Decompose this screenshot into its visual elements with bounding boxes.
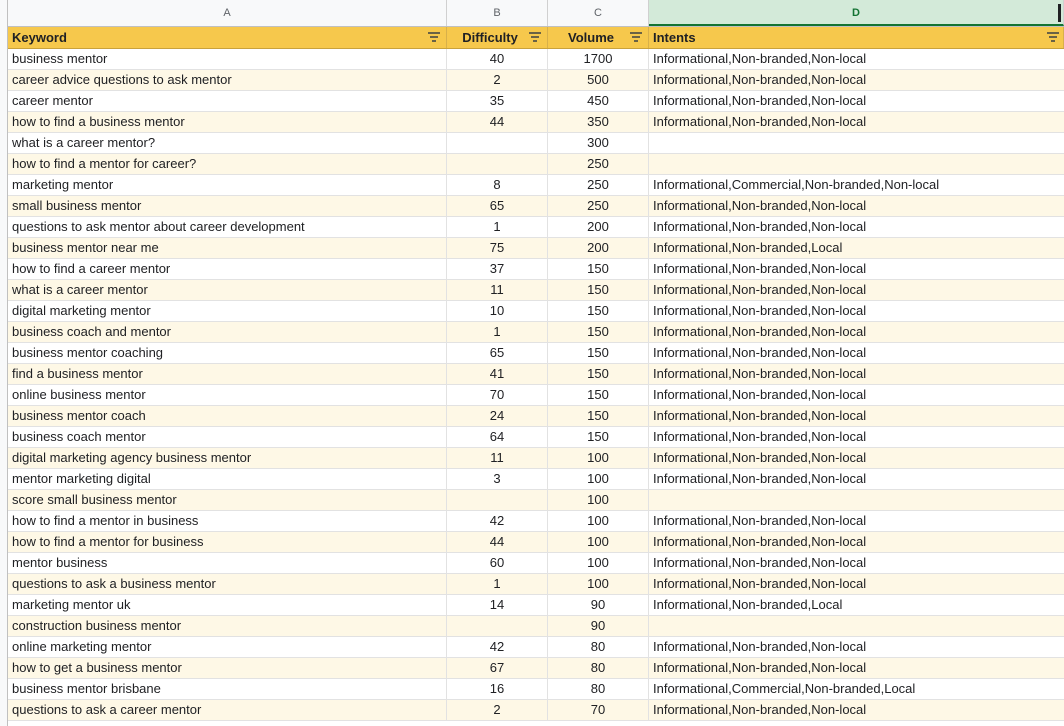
difficulty-cell[interactable]: 35 bbox=[447, 91, 548, 111]
volume-cell[interactable]: 100 bbox=[548, 469, 649, 489]
difficulty-cell[interactable]: 8 bbox=[447, 175, 548, 195]
difficulty-cell[interactable]: 65 bbox=[447, 343, 548, 363]
table-row bbox=[0, 469, 1064, 490]
table-row bbox=[0, 700, 1064, 721]
column-resize-handle[interactable] bbox=[1058, 4, 1061, 22]
volume-cell[interactable]: 100 bbox=[548, 490, 649, 510]
volume-cell[interactable]: 150 bbox=[548, 385, 649, 405]
volume-cell[interactable]: 250 bbox=[548, 196, 649, 216]
volume-cell[interactable]: 80 bbox=[548, 679, 649, 699]
keyword-cell[interactable]: questions to ask a business mentor bbox=[8, 574, 447, 594]
intents-cell[interactable]: Informational,Commercial,Non-branded,Local bbox=[653, 681, 916, 696]
intents-cell[interactable]: Informational,Non-branded,Non-local bbox=[653, 345, 867, 360]
keyword-cell[interactable]: digital marketing agency business mentor bbox=[8, 448, 447, 468]
intents-cell[interactable] bbox=[649, 490, 1064, 510]
difficulty-cell[interactable]: 44 bbox=[447, 112, 548, 132]
column-letter-d: D bbox=[852, 7, 860, 19]
keyword-cell[interactable]: marketing mentor uk bbox=[8, 595, 447, 615]
table-row bbox=[0, 175, 1064, 196]
table-row bbox=[0, 217, 1064, 238]
intents-cell[interactable]: Informational,Commercial,Non-branded,Non-local bbox=[653, 177, 940, 192]
column-header-bar bbox=[0, 0, 1064, 27]
table-row bbox=[0, 322, 1064, 343]
difficulty-cell[interactable] bbox=[447, 616, 548, 636]
table-row bbox=[0, 112, 1064, 133]
volume-cell[interactable]: 150 bbox=[548, 322, 649, 342]
volume-cell[interactable]: 150 bbox=[548, 364, 649, 384]
intents-cell[interactable]: Informational,Non-branded,Local bbox=[653, 597, 843, 612]
difficulty-cell[interactable]: 44 bbox=[447, 532, 548, 552]
keyword-cell[interactable]: career mentor bbox=[8, 91, 447, 111]
difficulty-cell[interactable]: 11 bbox=[447, 448, 548, 468]
volume-cell[interactable]: 70 bbox=[548, 700, 649, 720]
intents-cell[interactable]: Informational,Non-branded,Non-local bbox=[653, 702, 867, 717]
table-row bbox=[0, 259, 1064, 280]
table-row bbox=[0, 238, 1064, 259]
table-row bbox=[0, 490, 1064, 511]
intents-cell[interactable]: Informational,Non-branded,Non-local bbox=[653, 429, 867, 444]
filter-icon[interactable] bbox=[1047, 32, 1059, 42]
volume-cell[interactable]: 100 bbox=[548, 448, 649, 468]
data-rows bbox=[0, 49, 1064, 721]
intents-cell[interactable]: Informational,Non-branded,Non-local bbox=[653, 471, 867, 486]
header-intents[interactable] bbox=[649, 27, 1064, 48]
volume-cell[interactable]: 150 bbox=[548, 259, 649, 279]
keyword-cell[interactable]: questions to ask a career mentor bbox=[8, 700, 447, 720]
table-row bbox=[0, 427, 1064, 448]
volume-cell[interactable]: 80 bbox=[548, 637, 649, 657]
difficulty-cell[interactable]: 3 bbox=[447, 469, 548, 489]
volume-cell[interactable]: 150 bbox=[548, 343, 649, 363]
difficulty-cell[interactable] bbox=[447, 154, 548, 174]
table-row bbox=[0, 574, 1064, 595]
volume-cell[interactable]: 500 bbox=[548, 70, 649, 90]
header-difficulty[interactable] bbox=[447, 27, 548, 48]
intents-cell[interactable]: Informational,Non-branded,Non-local bbox=[653, 198, 867, 213]
keyword-cell[interactable]: business coach mentor bbox=[8, 427, 447, 447]
keyword-cell[interactable]: digital marketing mentor bbox=[8, 301, 447, 321]
keyword-cell[interactable]: how to find a business mentor bbox=[8, 112, 447, 132]
table-row bbox=[0, 70, 1064, 91]
keyword-cell[interactable]: mentor marketing digital bbox=[8, 469, 447, 489]
keyword-cell[interactable]: marketing mentor bbox=[8, 175, 447, 195]
table-row bbox=[0, 154, 1064, 175]
keyword-cell[interactable]: business mentor near me bbox=[8, 238, 447, 258]
keyword-cell[interactable]: mentor business bbox=[8, 553, 447, 573]
difficulty-cell[interactable]: 70 bbox=[447, 385, 548, 405]
volume-cell[interactable]: 150 bbox=[548, 406, 649, 426]
intents-cell[interactable] bbox=[649, 616, 1064, 636]
table-row bbox=[0, 91, 1064, 112]
intents-cell[interactable] bbox=[649, 154, 1064, 174]
table-row bbox=[0, 448, 1064, 469]
difficulty-cell[interactable]: 2 bbox=[447, 70, 548, 90]
intents-cell[interactable]: Informational,Non-branded,Non-local bbox=[653, 366, 867, 381]
keyword-cell[interactable]: business mentor coach bbox=[8, 406, 447, 426]
table-row bbox=[0, 49, 1064, 70]
keyword-cell[interactable]: find a business mentor bbox=[8, 364, 447, 384]
header-keyword-label: Keyword bbox=[12, 30, 67, 45]
volume-cell[interactable]: 150 bbox=[548, 427, 649, 447]
difficulty-cell[interactable]: 14 bbox=[447, 595, 548, 615]
table-row bbox=[0, 280, 1064, 301]
column-header-a[interactable]: A bbox=[8, 0, 447, 26]
filter-icon[interactable] bbox=[428, 32, 440, 42]
table-row bbox=[0, 679, 1064, 700]
table-row bbox=[0, 406, 1064, 427]
difficulty-cell[interactable]: 11 bbox=[447, 280, 548, 300]
intents-cell[interactable]: Informational,Non-branded,Non-local bbox=[653, 282, 867, 297]
intents-cell[interactable]: Informational,Non-branded,Non-local bbox=[653, 303, 867, 318]
volume-cell[interactable]: 200 bbox=[548, 217, 649, 237]
difficulty-cell[interactable] bbox=[447, 133, 548, 153]
intents-cell[interactable]: Informational,Non-branded,Non-local bbox=[653, 555, 867, 570]
intents-cell[interactable]: Informational,Non-branded,Non-local bbox=[653, 660, 867, 675]
keyword-cell[interactable]: construction business mentor bbox=[8, 616, 447, 636]
keyword-cell[interactable]: online business mentor bbox=[8, 385, 447, 405]
column-header-c[interactable]: C bbox=[548, 0, 649, 26]
keyword-cell[interactable]: business mentor coaching bbox=[8, 343, 447, 363]
difficulty-cell[interactable]: 24 bbox=[447, 406, 548, 426]
difficulty-cell[interactable]: 40 bbox=[447, 49, 548, 69]
keyword-cell[interactable]: online marketing mentor bbox=[8, 637, 447, 657]
table-row bbox=[0, 343, 1064, 364]
volume-cell[interactable]: 250 bbox=[548, 175, 649, 195]
difficulty-cell[interactable]: 1 bbox=[447, 217, 548, 237]
intents-cell[interactable]: Informational,Non-branded,Non-local bbox=[653, 72, 867, 87]
keyword-cell[interactable]: career advice questions to ask mentor bbox=[8, 70, 447, 90]
difficulty-cell[interactable]: 41 bbox=[447, 364, 548, 384]
volume-cell[interactable]: 350 bbox=[548, 112, 649, 132]
volume-cell[interactable]: 80 bbox=[548, 658, 649, 678]
intents-cell[interactable]: Informational,Non-branded,Non-local bbox=[653, 576, 867, 591]
volume-cell[interactable]: 90 bbox=[548, 616, 649, 636]
volume-cell[interactable]: 250 bbox=[548, 154, 649, 174]
volume-cell[interactable]: 200 bbox=[548, 238, 649, 258]
intents-cell[interactable]: Informational,Non-branded,Non-local bbox=[653, 51, 867, 66]
difficulty-cell[interactable]: 65 bbox=[447, 196, 548, 216]
volume-cell[interactable]: 150 bbox=[548, 301, 649, 321]
header-volume[interactable] bbox=[548, 27, 649, 48]
difficulty-cell[interactable]: 10 bbox=[447, 301, 548, 321]
intents-cell[interactable]: Informational,Non-branded,Non-local bbox=[653, 324, 867, 339]
keyword-cell[interactable]: business mentor brisbane bbox=[8, 679, 447, 699]
volume-cell[interactable]: 90 bbox=[548, 595, 649, 615]
column-header-d[interactable] bbox=[649, 0, 1064, 26]
row-gutter[interactable] bbox=[0, 0, 8, 726]
header-keyword[interactable] bbox=[8, 27, 447, 48]
difficulty-cell[interactable]: 2 bbox=[447, 700, 548, 720]
column-header-b[interactable]: B bbox=[447, 0, 548, 26]
intents-cell[interactable]: Informational,Non-branded,Local bbox=[653, 240, 843, 255]
intents-cell[interactable]: Informational,Non-branded,Non-local bbox=[653, 261, 867, 276]
keyword-cell[interactable]: how to find a mentor for career? bbox=[8, 154, 447, 174]
intents-cell[interactable]: Informational,Non-branded,Non-local bbox=[653, 114, 867, 129]
difficulty-cell[interactable] bbox=[447, 490, 548, 510]
intents-cell[interactable]: Informational,Non-branded,Non-local bbox=[653, 450, 867, 465]
difficulty-cell[interactable]: 42 bbox=[447, 511, 548, 531]
table-row bbox=[0, 532, 1064, 553]
keyword-cell[interactable]: small business mentor bbox=[8, 196, 447, 216]
table-row bbox=[0, 301, 1064, 322]
table-row bbox=[0, 616, 1064, 637]
difficulty-cell[interactable]: 60 bbox=[447, 553, 548, 573]
volume-cell[interactable]: 100 bbox=[548, 511, 649, 531]
filter-icon[interactable] bbox=[529, 32, 541, 42]
keyword-cell[interactable]: what is a career mentor? bbox=[8, 133, 447, 153]
volume-cell[interactable]: 100 bbox=[548, 574, 649, 594]
keyword-cell[interactable]: how to get a business mentor bbox=[8, 658, 447, 678]
volume-cell[interactable]: 300 bbox=[548, 133, 649, 153]
header-volume-label: Volume bbox=[568, 30, 614, 45]
header-intents-label: Intents bbox=[653, 30, 696, 45]
intents-cell[interactable]: Informational,Non-branded,Non-local bbox=[653, 387, 867, 402]
table-row bbox=[0, 196, 1064, 217]
intents-cell[interactable]: Informational,Non-branded,Non-local bbox=[653, 639, 867, 654]
difficulty-cell[interactable]: 75 bbox=[447, 238, 548, 258]
difficulty-cell[interactable]: 64 bbox=[447, 427, 548, 447]
intents-cell[interactable]: Informational,Non-branded,Non-local bbox=[653, 93, 867, 108]
volume-cell[interactable]: 1700 bbox=[548, 49, 649, 69]
intents-cell[interactable]: Informational,Non-branded,Non-local bbox=[653, 513, 867, 528]
data-grid bbox=[0, 27, 1064, 721]
difficulty-cell[interactable]: 16 bbox=[447, 679, 548, 699]
table-row bbox=[0, 385, 1064, 406]
table-row bbox=[0, 658, 1064, 679]
keyword-cell[interactable]: how to find a career mentor bbox=[8, 259, 447, 279]
difficulty-cell[interactable]: 37 bbox=[447, 259, 548, 279]
keyword-cell[interactable]: business mentor bbox=[8, 49, 447, 69]
volume-cell[interactable]: 100 bbox=[548, 532, 649, 552]
header-difficulty-label: Difficulty bbox=[462, 30, 518, 45]
keyword-cell[interactable]: how to find a mentor in business bbox=[8, 511, 447, 531]
keyword-cell[interactable]: questions to ask mentor about career development bbox=[8, 217, 447, 237]
filter-icon[interactable] bbox=[630, 32, 642, 42]
intents-cell[interactable]: Informational,Non-branded,Non-local bbox=[653, 534, 867, 549]
intents-cell[interactable]: Informational,Non-branded,Non-local bbox=[653, 219, 867, 234]
table-row bbox=[0, 595, 1064, 616]
keyword-cell[interactable]: score small business mentor bbox=[8, 490, 447, 510]
header-row bbox=[0, 27, 1064, 49]
difficulty-cell[interactable]: 1 bbox=[447, 574, 548, 594]
volume-cell[interactable]: 100 bbox=[548, 553, 649, 573]
keyword-cell[interactable]: how to find a mentor for business bbox=[8, 532, 447, 552]
table-row bbox=[0, 637, 1064, 658]
keyword-cell[interactable]: business coach and mentor bbox=[8, 322, 447, 342]
keyword-cell[interactable]: what is a career mentor bbox=[8, 280, 447, 300]
volume-cell[interactable]: 450 bbox=[548, 91, 649, 111]
table-row bbox=[0, 364, 1064, 385]
difficulty-cell[interactable]: 42 bbox=[447, 637, 548, 657]
table-row bbox=[0, 133, 1064, 154]
intents-cell[interactable]: Informational,Non-branded,Non-local bbox=[653, 408, 867, 423]
intents-cell[interactable] bbox=[649, 133, 1064, 153]
difficulty-cell[interactable]: 1 bbox=[447, 322, 548, 342]
volume-cell[interactable]: 150 bbox=[548, 280, 649, 300]
table-row bbox=[0, 511, 1064, 532]
difficulty-cell[interactable]: 67 bbox=[447, 658, 548, 678]
table-row bbox=[0, 553, 1064, 574]
